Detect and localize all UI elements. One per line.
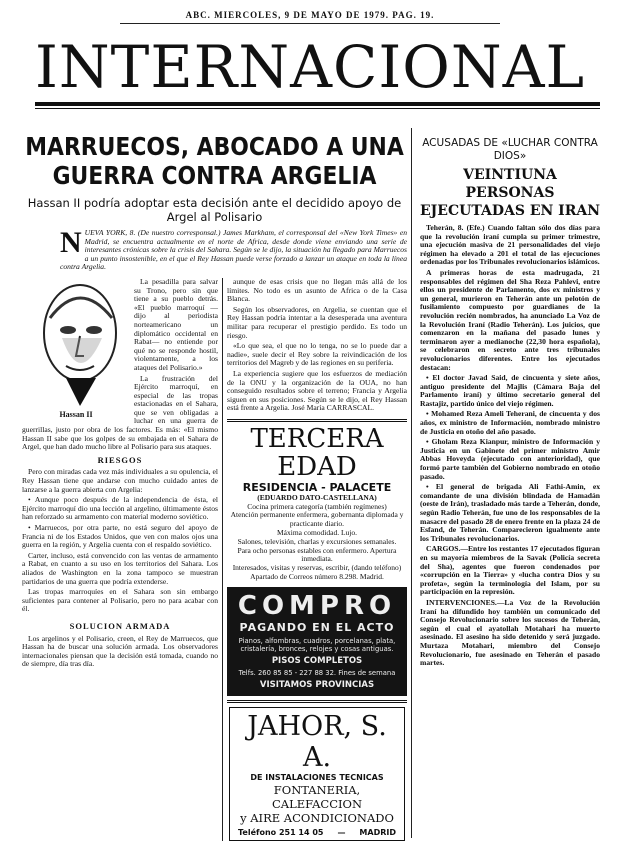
ad-line: y AIRE ACONDICIONADO — [240, 810, 394, 825]
lede-paragraph — [60, 226, 407, 272]
column-2-text — [227, 278, 407, 413]
paragraph: INTERVENCIONES.—La Voz de la Revolución Iraní ha difundido hoy también un comunicado del Consejo Revolucionario sobre los sucesos de Teherán, según el cual el ayatollah Motahari ha muerto asesinado. El asesino ha sido detenido y será juzgado. Murtaza Motahari, miembro del Consejo Revolucionario, fue asesinado en Teherán el pasado martes. — [420, 597, 600, 668]
paragraph: • Aunque poco después de la independencia de ésta, el Ejército marroquí dio una lección al argelino, últimamente éstos han reforzado su armamento con material moderno soviético. — [22, 495, 218, 522]
right-article — [420, 137, 600, 670]
paragraph: CARGOS.—Entre los restantes 17 ejecutados figuran en su mayoría miembros de la Savak (Policía secreta del Sha), agentes que fueron condenados por «corrupción en la Tierra» y «lucha contra Dios y su profeta», según la terminología del Islam, por su participación en la represión. — [420, 544, 600, 597]
paragraph: A primeras horas de esta madrugada, 21 responsables del régimen del Sha Reza Pahlevi, entre ellos un presidente de Parlamento, dos ex ministros y un general, murieron en Teherán ante un pelotón de fusilamiento compuesto por guardianes de la revolución recién nombrados, ha anunciado La Voz de la Revolución Iraní (Radio Teherán). Los juicios, que comenzaron en la mañana del pasado lunes y terminaron ayer a medianoche (22,30 hora española), se celebraron en secreto ante tres tribunales revolucionarios diferentes. Entre los ejecutados destacan: — [420, 267, 600, 372]
ad-tercera-edad — [227, 419, 407, 582]
ad-footer: VISITAMOS PROVINCIAS — [259, 679, 375, 690]
ad-subtitle: PAGANDO EN EL ACTO — [239, 620, 395, 634]
paragraph: La experiencia sugiere que los esfuerzos de mediación de la ONU y la organización de la OUA, no han conseguido resultados sobre el terreno; Francia y Argelia siguen en sus posiciones. Según se le dijo, el Rey Hassan está frente a Argelia. José María CARRASCAL. — [227, 368, 407, 413]
column-divider — [411, 128, 412, 838]
hassan-portrait — [22, 278, 130, 419]
portrait-caption: Hassan II — [59, 409, 93, 419]
paragraph: La frustración del Ejército marroquí, en especial de las tropas estacionadas en el Sahara, que se ven obligadas a luchar en una guerra de guerrillas, justo por obra de los factores. Es más: «El mismo Hassan II sabe que los golpes de su embajada en el Sahara de Argel, que han dado mucho libre al Polisario para sus ataques. — [22, 373, 218, 452]
paragraph: aunque de esas crisis que no llegan más allá de los límites. No todo es un asunto de Africa o de la Casa Blanca. — [227, 276, 407, 304]
ad-line: Interesados, visitas y reservas, escribir, (dando teléfono) Apartado de Correos número 8.298. Madrid. — [232, 563, 402, 582]
ad-title: JAHOR, S. A. — [247, 710, 387, 773]
paragraph: • Gholam Reza Kianpur, ministro de Información y Justicia en un Gabinete del primer ministro Amir Abbas Hoveyda (ejecutado con anterioridad), que formó parte también del Gobierno nombrado en otoño pasado. — [420, 437, 600, 481]
main-headline: MARRUECOS, ABOCADO A UNA GUERRA CONTRA ARGELIA — [25, 132, 404, 190]
paragraph: Pero con miradas cada vez más individuales a su opulencia, el Rey Hassan tiene que andarse con mucho cuidado antes de lanzarse a la guerra abierta con Argelia: — [22, 467, 218, 494]
paragraph: La pesadilla para salvar su Trono, pero sin que tiene a su pueblo detrás. «El pueblo marroquí —dijo al periodista norteamericano un diplomático occidental en Rabat— no entiende por qué no se responde hostil, violentamente, a los ataques del Polisario.» — [134, 276, 218, 372]
masthead-rule-thin — [35, 108, 600, 109]
ad-subtitle: DE INSTALACIONES TECNICAS — [250, 772, 384, 782]
ad-subtitle: RESIDENCIA - PALACETE — [242, 480, 392, 494]
ad-location: (EDUARDO DATO-CASTELLANA) — [257, 492, 377, 502]
ad-compro — [227, 587, 407, 696]
page-folio: ABC. MIERCOLES, 9 DE MAYO DE 1979. PAG. 19. — [185, 10, 435, 20]
ad-phones: Telfs. 260 85 85 - 227 88 32. Fines de semana — [238, 668, 396, 677]
ad-phone: Teléfono 251 14 05 — [238, 827, 324, 837]
lede-text: UEVA YORK, 8. (De nuestro corresponsal.) James Markham, el corresponsal del «New York Times» en Madrid, se encuentra actualmente en el norte de Africa, desde donde viene enviando una serie de interesantes crónicas sobre la crisis del Sahara. Según se le dijo, la situación ha llegado para Marruecos a un punto insostenible, en el que el Rey Hassan puede verse forzado a lanzar un ataque en toda la línea contra Argelia. — [60, 228, 407, 272]
ad-jahor — [229, 707, 405, 841]
ad-line: FONTANERIA, CALEFACCION — [271, 782, 363, 811]
paragraph: Las tropas marroquíes en el Sahara son sin embargo suficientes para contener al Polisario, pero no para acabar con él. — [22, 587, 218, 614]
main-subhead: Hassan II podría adoptar esta decisión ante el decidido apoyo de Argel al Polisario — [27, 196, 402, 224]
right-kicker: ACUSADAS DE «LUCHAR CONTRA DIOS» — [422, 137, 598, 162]
paragraph: Teherán, 8. (Efe.) Cuando faltan sólo dos días para que la revolución iraní cumpla su primer trimestre, una ejecución masiva de 21 personalidades del viejo régimen ha elevado a 201 el total de las ejecuciones ordenadas por los Tribunales revolucionarios islámicos. — [420, 223, 600, 267]
paragraph: • El general de brigada Ali Fathi-Amin, ex comandante de una división blindada de Hamadán (oeste de Irán), trasladado más tarde a Teherán, donde, según Radio Teherán, fue uno de los responsables de la masacre del pasado 28 de enero frente en la plaza 24 de Esfand, de Teherán. Comparecieron igualmente ante los Tribunales revolucionarios. — [420, 482, 600, 543]
paragraph: • Marruecos, por otra parte, no está seguro del apoyo de Francia ni de los Estados Unidos, que ven con malos ojos una guerra en la región, y Argelia cuenta con el respaldo soviético. — [22, 523, 218, 550]
ad-line: Máxima comodidad. Lujo. — [277, 528, 357, 538]
paragraph: • El doctor Javad Said, de cincuenta y siete años, antiguo presidente del Majlis (Cámara Baja del Parlamento iraní) y último secretario general del Rastajiz, partido único del viejo régimen. — [420, 373, 600, 408]
paragraph: «Lo que sea, el que no lo tenga, no se lo puede dar a nadie», suele decir el Rey sobre la reivindicación de los territorios del Magreb y de las regiones en su periferia. — [227, 341, 407, 368]
paragraph: Los argelinos y el Polisario, creen, el Rey de Marruecos, que Hassan ha de buscar una solución armada. Los observadores internacionales piensan que la decisión está tomada, cuando no de siempre, día tras día. — [22, 633, 218, 669]
ad-title: TERCERA EDAD — [250, 423, 384, 482]
section-subtitle: SOLUCION ARMADA — [69, 620, 171, 631]
right-headline: VEINTIUNA PERSONAS EJECUTADAS EN IRAN — [420, 167, 601, 219]
section-subtitle: RIESGOS — [97, 454, 143, 465]
paragraph: Según los observadores, en Argelia, se cuentan que el Rey Hassan podría intentar a la desesperada una aventura militar para recuperar el prestigio perdido. Es todo un riesgo. — [227, 304, 407, 340]
ad-line: Cocina primera categoría (también regímenes) — [247, 501, 387, 511]
column-1 — [22, 278, 218, 841]
drop-cap: N — [60, 226, 82, 259]
ad-title: COMPRO — [237, 590, 397, 621]
right-article-body — [420, 224, 600, 668]
paragraph: • Mohamed Reza Ameli Teherani, de cincuenta y dos años, ex ministro de Información, nombrado ministro de Justicia en otoño del año pasado. — [420, 409, 600, 436]
column-2 — [222, 278, 407, 841]
ad-line: Salones, televisión, charlas y excursiones semanales. — [237, 536, 397, 546]
ad-city: MADRID — [359, 827, 396, 837]
ad-items: Pianos, alfombras, cuadros, porcelanas, plata, cristalería, bronces, relojes y cosas antiguas. — [238, 636, 396, 653]
main-article — [22, 132, 407, 841]
masthead-rule — [35, 102, 600, 106]
ad-line: Atención permanente enfermera, gobernanta diplomada y practicante diario. — [230, 510, 404, 529]
folio-rule — [120, 23, 500, 24]
section-title: INTERNACIONAL — [35, 33, 585, 101]
ad-line: Para ocho personas estables con enfermero. Apertura inmediata. — [237, 545, 397, 564]
ad-dash: — — [337, 827, 346, 837]
ad-highlight: PISOS COMPLETOS — [271, 655, 363, 666]
paragraph: Carter, incluso, está convencido con las ventas de armamento a Rabat, en cuanto a su uso en los territorios del Sahara. Los aliados de Washington en la zona tampoco se muestran partidarios de una guerra que podría extenderse. — [22, 550, 218, 586]
ad-separator — [227, 700, 407, 703]
